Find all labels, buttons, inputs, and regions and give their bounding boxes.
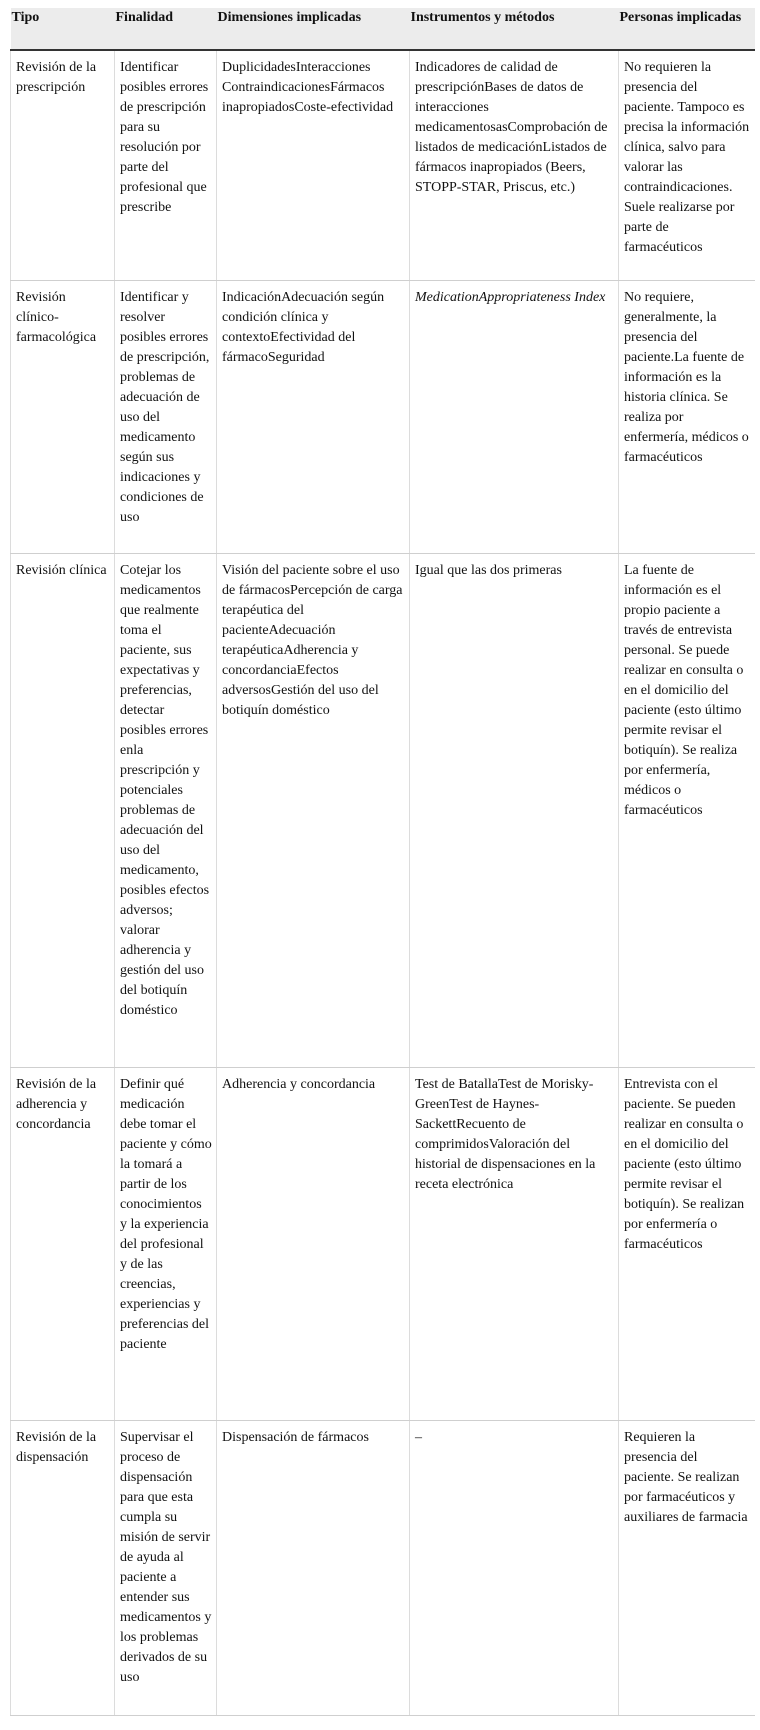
- cell-finalidad: Cotejar los medicamentos que realmente toma el paciente, sus expectativas y preferencias, detectar posibles errores enla prescripción y potenciales problemas de adecuación del uso del medicamento, posibles efectos adversos; valorar adherencia y gestión del uso del botiquín doméstico: [115, 553, 217, 1067]
- dimension-item: Indicación: [222, 289, 282, 305]
- cell-personas: No requieren la presencia del paciente. Tampoco es precisa la información clínica, salvo para valorar las contraindicaciones. Suele realizarse por parte de farmacéuticos: [619, 50, 755, 280]
- instrument-item: Test de Haynes-Sackett: [415, 1096, 540, 1132]
- cell-instrumentos: [410, 1420, 619, 1715]
- instrument-item: –: [415, 1429, 422, 1445]
- cell-instrumentos: [410, 280, 619, 553]
- header-instrumentos: Instrumentos y métodos: [410, 8, 619, 50]
- dimension-item: Coste-efectividad: [294, 100, 394, 115]
- dimension-item: Interacciones: [295, 60, 371, 75]
- dimension-item: Adecuación terapéutica: [222, 622, 336, 658]
- instrument-item: Test de Morisky-Green: [415, 1076, 594, 1112]
- cell-personas: Requieren la presencia del paciente. Se realizan por farmacéuticos y auxiliares de farmacia: [619, 1420, 755, 1715]
- cell-tipo: Revisión de la adherencia y concordancia: [11, 1067, 115, 1420]
- dimension-item: Efectos adversos: [222, 662, 339, 698]
- cell-dimensiones: [217, 1420, 410, 1715]
- table-row: [11, 280, 755, 553]
- dimension-item: Adherencia y concordancia: [222, 642, 359, 678]
- header-finalidad: Finalidad: [115, 8, 217, 50]
- cell-finalidad: Definir qué medicación debe tomar el paciente y cómo la tomará a partir de los conocimientos y la experiencia del profesional y de las creencias, experiencias y preferencias del paciente: [115, 1067, 217, 1420]
- table-row: [11, 553, 755, 1067]
- dimension-item: Efectividad del fármaco: [222, 329, 356, 365]
- cell-tipo: Revisión de la dispensación: [11, 1420, 115, 1715]
- header-tipo: Tipo: [11, 8, 115, 50]
- cell-instrumentos: [410, 1067, 619, 1420]
- dimension-item: Visión del paciente sobre el uso de fármacos: [222, 562, 400, 598]
- dimension-item: Duplicidades: [222, 60, 296, 75]
- medication-review-table-container: [10, 8, 754, 1716]
- cell-finalidad: Supervisar el proceso de dispensación para que esta cumpla su misión de servir de ayuda al paciente a entender sus medicamentos y los problemas derivados de su uso: [115, 1420, 217, 1715]
- cell-finalidad: Identificar y resolver posibles errores de prescripción, problemas de adecuación de uso del medicamento según sus indicaciones y condiciones de uso: [115, 280, 217, 553]
- header-dimensiones: Dimensiones implicadas: [217, 8, 410, 50]
- cell-dimensiones: [217, 50, 410, 280]
- dimension-item: Dispensación de fármacos: [222, 1429, 369, 1445]
- instrument-item: Recuento de comprimidos: [415, 1116, 526, 1152]
- cell-dimensiones: [217, 1067, 410, 1420]
- cell-personas: No requiere, generalmente, la presencia del paciente.La fuente de información es la historia clínica. Se realiza por enfermería, médicos o farmacéuticos: [619, 280, 755, 553]
- cell-tipo: Revisión clínica: [11, 553, 115, 1067]
- dimension-item: Adecuación según condición clínica y contexto: [222, 289, 385, 345]
- cell-dimensiones: [217, 280, 410, 553]
- cell-tipo: Revisión clínico-farmacológica: [11, 280, 115, 553]
- table-row: [11, 50, 755, 280]
- dimension-item: Contraindicaciones: [222, 80, 331, 95]
- instrument-item: MedicationAppropriateness Index: [415, 289, 606, 305]
- instrument-item: Indicadores de calidad de prescripción: [415, 60, 558, 95]
- instrument-item: Bases de datos de interacciones medicamentosas: [415, 80, 584, 135]
- table-body: [11, 50, 755, 1715]
- header-row: [11, 8, 755, 50]
- cell-personas: La fuente de información es el propio paciente a través de entrevista personal. Se puede realizar en consulta o en el domicilio del paciente (esto último permite revisar el botiquín). Se realiza por enfermería, médicos o farmacéuticos: [619, 553, 755, 1067]
- dimension-item: Fármacos inapropiados: [222, 80, 385, 115]
- cell-tipo: Revisión de la prescripción: [11, 50, 115, 280]
- cell-dimensiones: [217, 553, 410, 1067]
- dimension-item: Seguridad: [267, 349, 325, 365]
- instrument-item: Test de Batalla: [415, 1076, 498, 1092]
- cell-personas: Entrevista con el paciente. Se pueden realizar en consulta o en el domicilio del paciente (esto último permite revisar el botiquín). Se realizan por enfermería o farmacéuticos: [619, 1067, 755, 1420]
- table-row: [11, 1067, 755, 1420]
- dimension-item: Percepción de carga terapéutica del paciente: [222, 582, 403, 638]
- cell-instrumentos: [410, 50, 619, 280]
- table-row: [11, 1420, 755, 1715]
- instrument-item: Valoración del historial de dispensaciones en la receta electrónica: [415, 1136, 596, 1192]
- instrument-item: Comprobación de listados de medicación: [415, 120, 608, 155]
- instrument-item: Listados de fármacos inapropiados (Beers, STOPP-STAR, Priscus, etc.): [415, 140, 607, 195]
- table-header: [11, 8, 755, 50]
- cell-finalidad: Identificar posibles errores de prescripción para su resolución por parte del profesional que prescribe: [115, 50, 217, 280]
- instrument-item: Igual que las dos primeras: [415, 562, 562, 578]
- header-personas: Personas implicadas: [619, 8, 755, 50]
- cell-instrumentos: [410, 553, 619, 1067]
- dimension-item: Gestión del uso del botiquín doméstico: [222, 682, 379, 718]
- dimension-item: Adherencia y concordancia: [222, 1076, 376, 1092]
- medication-review-table: [10, 8, 755, 1716]
